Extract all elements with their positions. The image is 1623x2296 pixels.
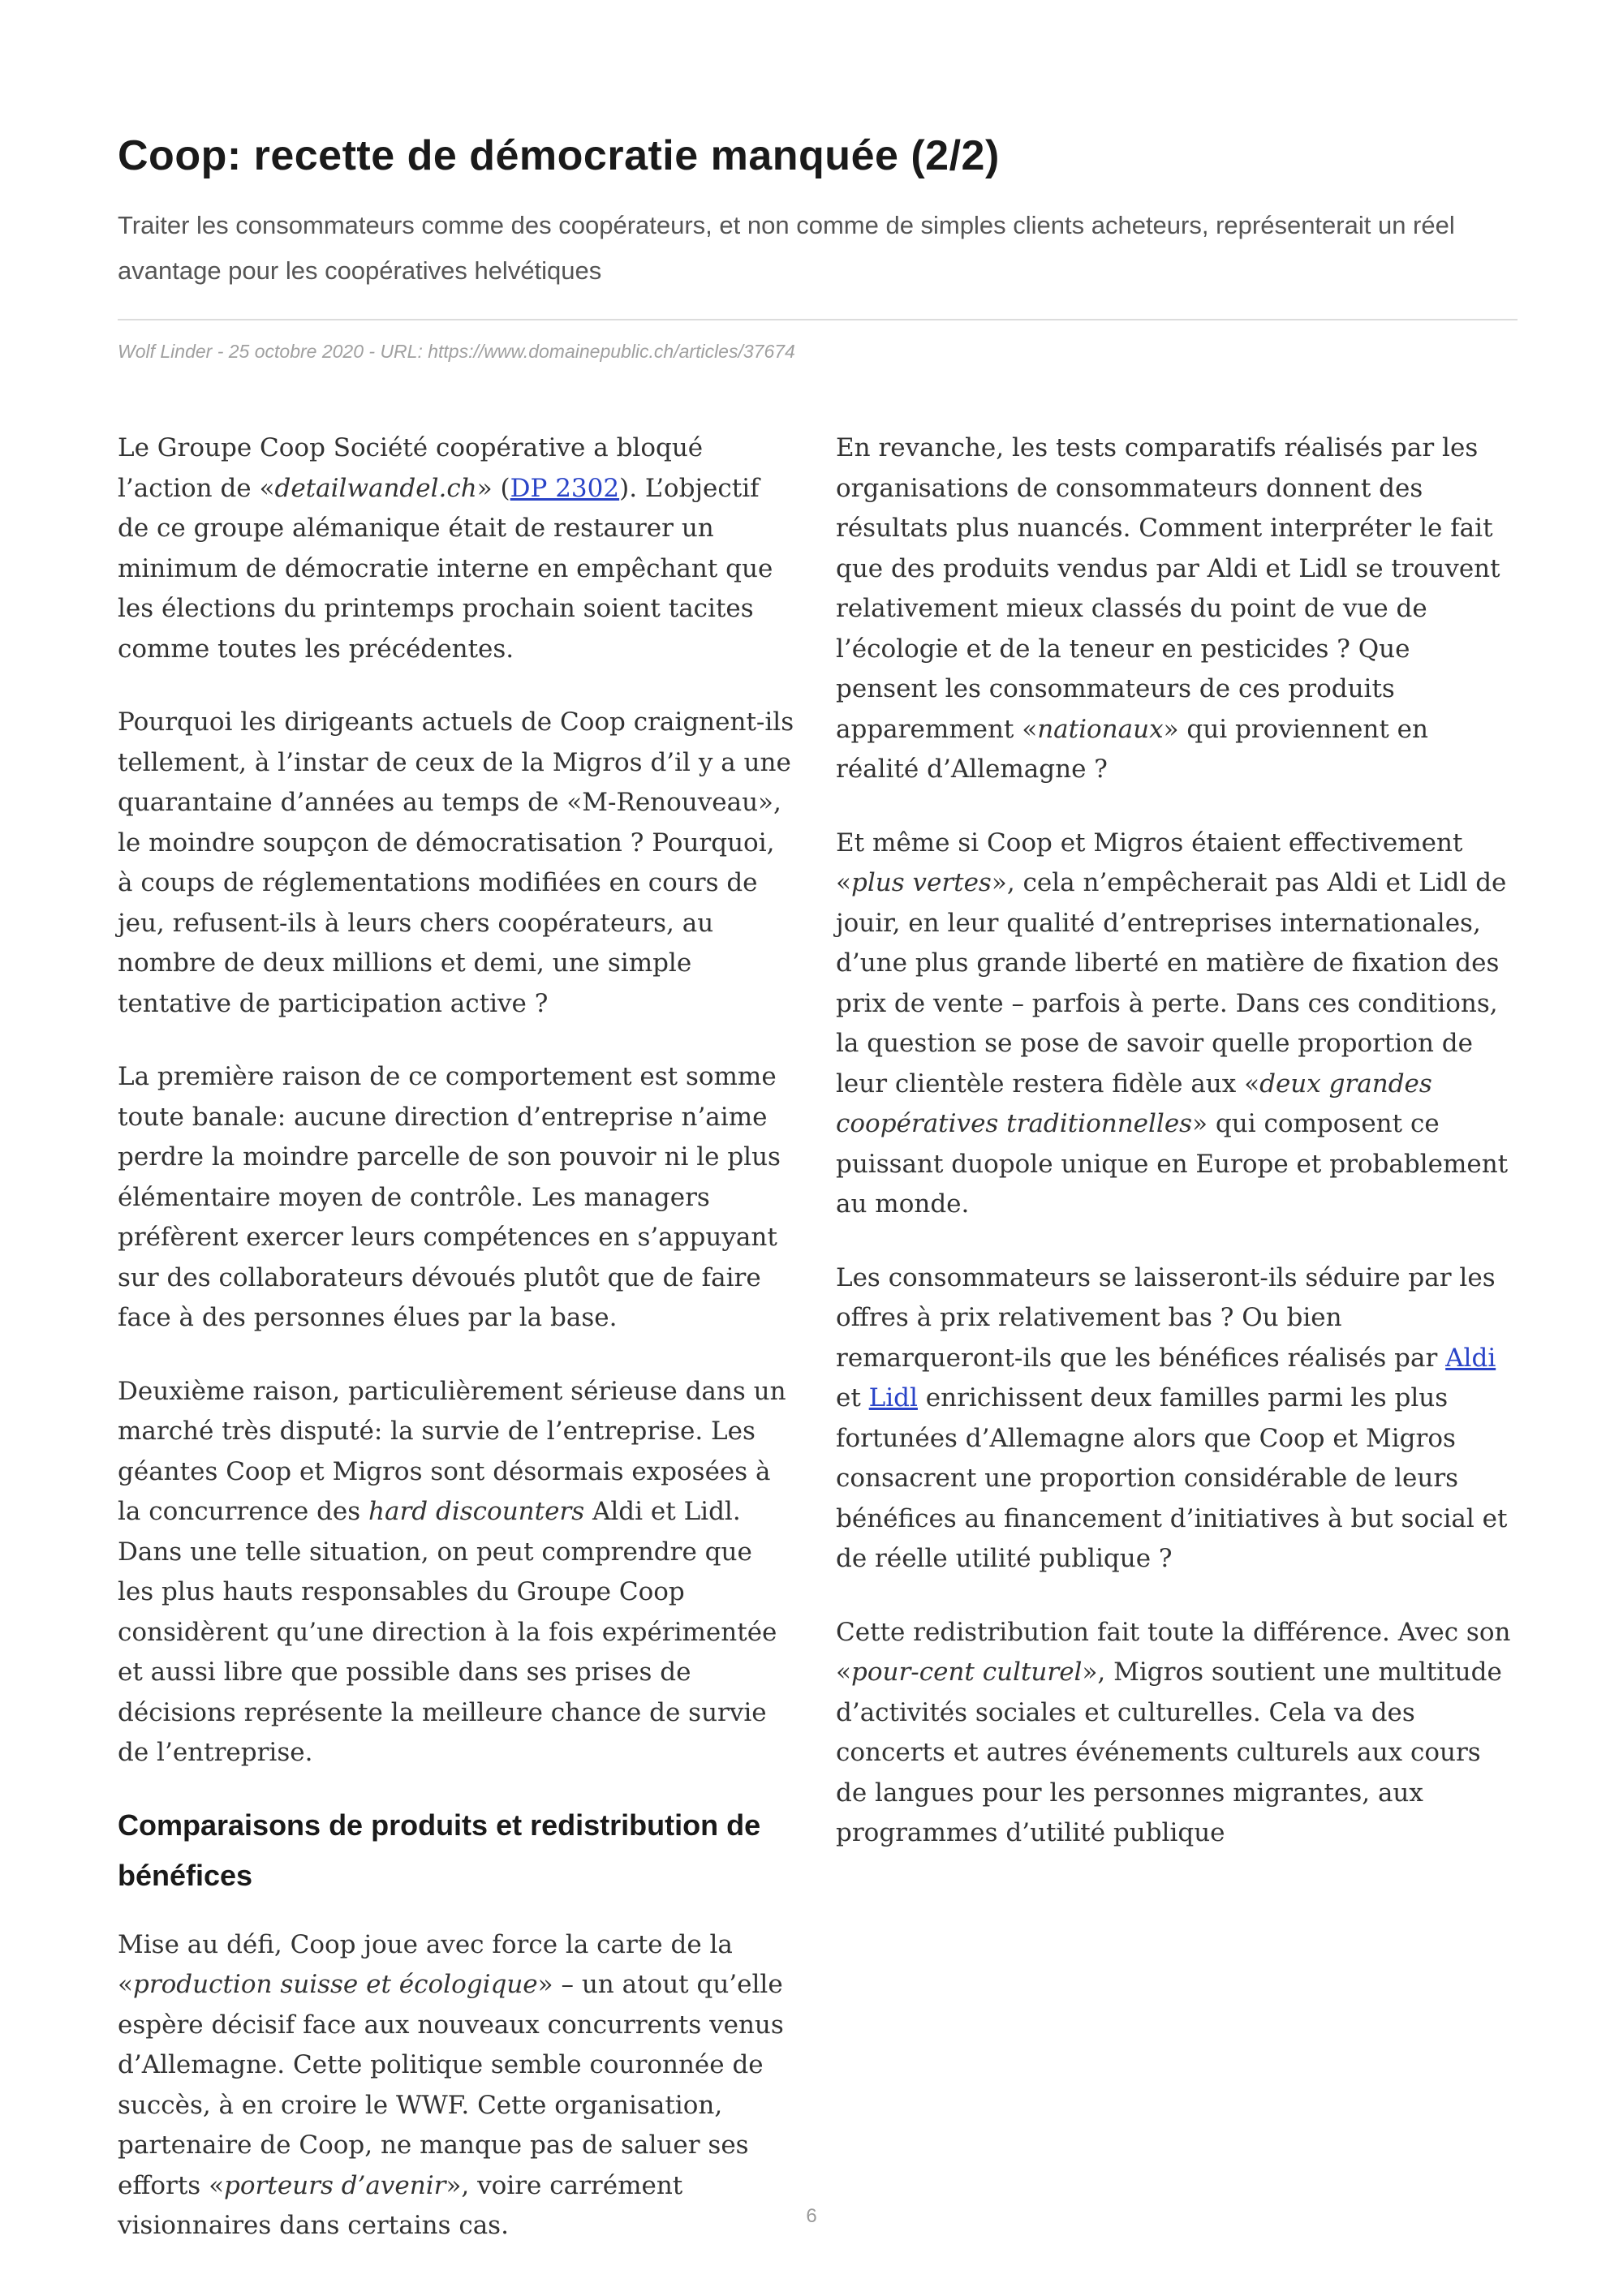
- aldi-link[interactable]: Aldi: [1445, 1343, 1496, 1373]
- paragraph-7: Et même si Coop et Migros étaient effectivement «plus vertes», cela n’empêcherait pas Aldi et Lidl de jouir, en leur qualité d’entreprises internationales, d’une plus grande liberté en matière de fixation des prix de vente – parfois à perte. Dans ces conditions, la question se pose de savoir quelle proportion de leur clientèle restera fidèle aux «deux grandes coopératives traditionnelles» qui composent ce puissant duopole unique en Europe et probablement au monde.: [836, 828, 1509, 1219]
- paragraph-4: Deuxième raison, particulièrement sérieuse dans un marché très disputé: la survie de l’entreprise. Les géantes Coop et Migros sont désormais exposées à la concurrence des hard discounters Aldi et Lidl. Dans une telle situation, on peut comprendre que les plus hauts responsables du Groupe Coop considèrent qu’une direction à la fois expérimentée et aussi libre que possible dans ses prises de décisions représente la meilleure chance de survie de l’entreprise.: [118, 1376, 786, 1767]
- right-column: [836, 428, 1513, 1887]
- paragraph-3: La première raison de ce comportement est somme toute banale: aucune direction d’entreprise n’aime perdre la moindre parcelle de son pouvoir ni le plus élémentaire moyen de contrôle. Les managers préfèrent exercer leurs compétences en s’appuyant sur des collaborateurs dévoués plutôt que de faire face à des personnes élues par la base.: [118, 1062, 781, 1332]
- paragraph-5: Mise au défi, Coop joue avec force la carte de la «production suisse et écologique» – un atout qu’elle espère décisif face aux nouveaux concurrents venus d’Allemagne. Cette politique semble couronnée de succès, à en croire le WWF. Cette organisation, partenaire de Coop, ne manque pas de saluer ses efforts «porteurs d’avenir», voire carrément visionnaires dans certains cas.: [118, 1929, 784, 2240]
- paragraph-8: Les consommateurs se laisseront-ils séduire par les offres à prix relativement bas ? Ou bien remarqueront-ils que les bénéfices réalisés par Aldi et Lidl enrichissent deux familles parmi les plus fortunées d’Allemagne alors que Coop et Migros consacrent une proportion considérable de leurs bénéfices au financement d’initiatives à but social et de réelle utilité publique ?: [836, 1262, 1508, 1573]
- header-divider: [118, 319, 1518, 320]
- dp-2302-link[interactable]: DP 2302: [510, 473, 620, 503]
- paragraph-6: En revanche, les tests comparatifs réalisés par les organisations de consommateurs donnent des résultats plus nuancés. Comment interpréter le fait que des produits vendus par Aldi et Lidl se trouvent relativement mieux classés du point de vue de l’écologie et de la teneur en pesticides ? Que pensent les consommateurs de ces produits apparemment «nationaux» qui proviennent en réalité d’Allemagne ?: [836, 433, 1500, 784]
- article-subtitle: Traiter les consommateurs comme des coopérateurs, et non comme de simples clients acheteurs, représenterait un réel avantage pour les coopératives helvétiques: [118, 211, 1455, 285]
- article-title: Coop: recette de démocratie manquée (2/2): [118, 132, 1000, 179]
- paragraph-9: Cette redistribution fait toute la différence. Avec son «pour-cent culturel», Migros soutient une multitude d’activités sociales et culturelles. Cela va des concerts et autres événements culturels aux cours de langues pour les personnes migrantes, aux programmes d’utilité publique: [836, 1617, 1511, 1847]
- section-heading: Comparaisons de produits et redistribution de bénéfices: [118, 1808, 761, 1892]
- article-meta: Wolf Linder - 25 octobre 2020 - URL: https://www.domainepublic.ch/articles/37674: [118, 341, 795, 362]
- paragraph-2: Pourquoi les dirigeants actuels de Coop craignent-ils tellement, à l’instar de ceux de la Migros d’il y a une quarantaine d’années au temps de «M-Renouveau», le moindre soupçon de démocratisation ? Pourquoi, à coups de réglementations modifiées en cours de jeu, refusent-ils à leurs chers coopérateurs, au nombre de deux millions et demi, une simple tentative de participation active ?: [118, 707, 794, 1018]
- lidl-link[interactable]: Lidl: [868, 1383, 918, 1412]
- left-column: [118, 428, 795, 2280]
- paragraph-1: Le Groupe Coop Société coopérative a bloqué l’action de «detailwandel.ch» (DP 2302). L’objectif de ce groupe alémanique était de restaurer un minimum de démocratie interne en empêchant que les élections du printemps prochain soient tacites comme toutes les précédentes.: [118, 433, 773, 664]
- page-number: 6: [806, 2205, 817, 2227]
